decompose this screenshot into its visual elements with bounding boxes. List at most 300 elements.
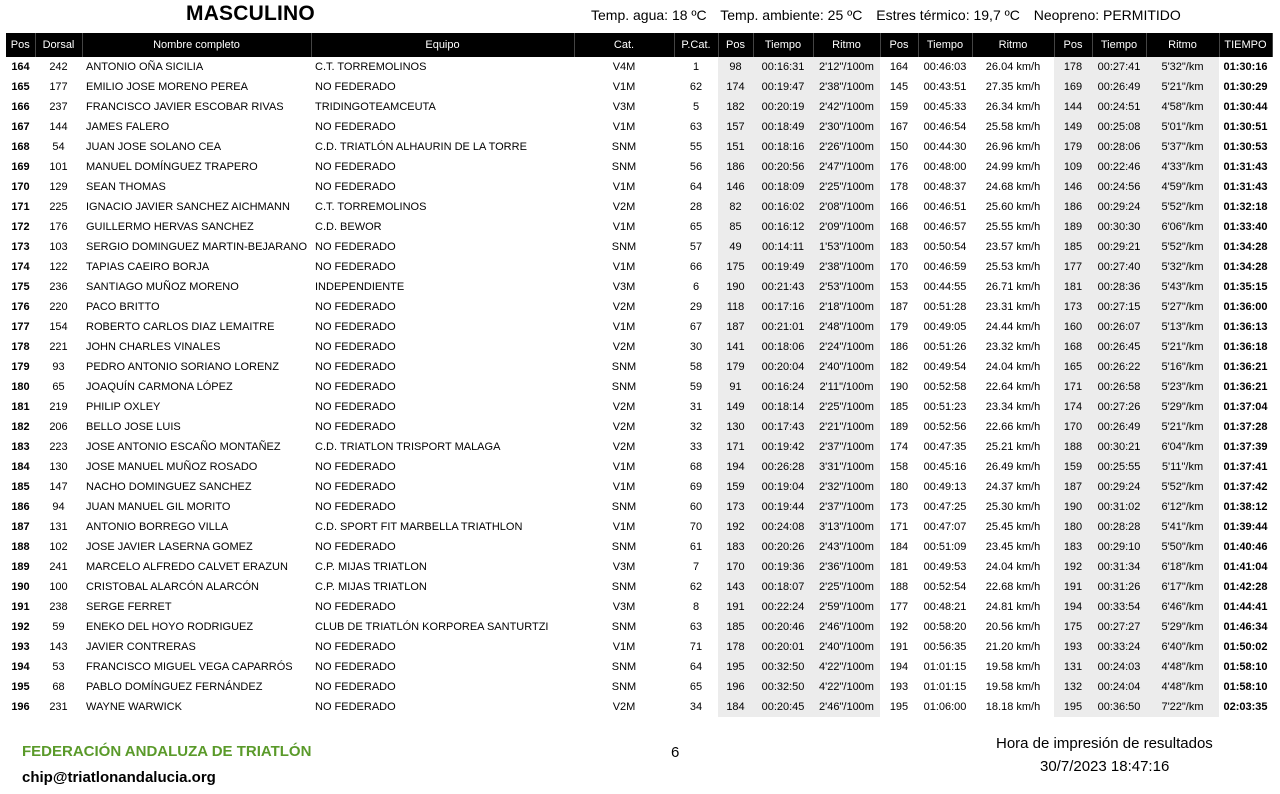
- cell-total-time: 01:30:16: [1223, 61, 1268, 73]
- cell-bike-speed: 24.04 km/h: [985, 561, 1041, 573]
- cell-run-time: 00:26:22: [1092, 357, 1146, 377]
- cell-team: C.T. TORREMOLINOS: [315, 61, 427, 73]
- ambient-temp: Temp. ambiente: 25 ºC: [720, 7, 863, 23]
- print-time-label: Hora de impresión de resultados: [996, 735, 1213, 752]
- cell-bike-speed: 18.18 km/h: [985, 701, 1041, 713]
- cell-run-time: 00:26:07: [1092, 317, 1146, 337]
- cell-bike-time: 00:52:58: [923, 381, 967, 393]
- cell-swim-time: 00:20:19: [753, 97, 813, 117]
- cell-total-time: 01:37:28: [1223, 421, 1268, 433]
- cell-swim-pos: 143: [718, 577, 753, 597]
- cell-name: JUAN MANUEL GIL MORITO: [86, 501, 231, 513]
- cell-bike-time: 00:58:20: [923, 621, 967, 633]
- cell-swim-pace: 2'30"/100m: [813, 117, 880, 137]
- cell-swim-pos: 196: [718, 677, 753, 697]
- cell-swim-pace: 2'36"/100m: [813, 557, 880, 577]
- cell-swim-time: 00:19:44: [753, 497, 813, 517]
- cell-swim-pace: 2'59"/100m: [813, 597, 880, 617]
- cell-pos: 178: [11, 341, 30, 353]
- cell-swim-time: 00:18:07: [753, 577, 813, 597]
- cell-swim-time: 00:20:04: [753, 357, 813, 377]
- cell-run-pace: 5'01"/km: [1146, 117, 1219, 137]
- cell-bike-pos: 190: [889, 381, 909, 393]
- cell-run-pace: 5'41"/km: [1146, 517, 1219, 537]
- cell-category: SNM: [611, 361, 637, 373]
- cell-run-pos: 179: [1054, 137, 1092, 157]
- cell-dorsal: 241: [49, 561, 68, 573]
- cell-swim-time: 00:18:06: [753, 337, 813, 357]
- cell-name: NACHO DOMINGUEZ SANCHEZ: [86, 481, 252, 493]
- cell-category: V2M: [612, 201, 636, 213]
- cell-pos: 172: [11, 221, 30, 233]
- cell-run-pos: 177: [1054, 257, 1092, 277]
- cell-name: WAYNE WARWICK: [86, 701, 182, 713]
- cell-run-time: 00:29:21: [1092, 237, 1146, 257]
- cell-run-pos: 195: [1054, 697, 1092, 717]
- cell-pos: 189: [11, 561, 30, 573]
- cell-swim-time: 00:18:14: [753, 397, 813, 417]
- cell-bike-pos: 181: [889, 561, 909, 573]
- cell-run-pace: 5'23"/km: [1146, 377, 1219, 397]
- cell-bike-pos: 187: [889, 301, 909, 313]
- column-header-category: Cat.: [574, 33, 674, 57]
- cell-total-time: 01:35:15: [1223, 281, 1268, 293]
- cell-total-time: 01:36:00: [1223, 301, 1268, 313]
- cell-run-time: 00:27:26: [1092, 397, 1146, 417]
- cell-category: V1M: [612, 321, 636, 333]
- cell-run-pace: 5'21"/km: [1146, 77, 1219, 97]
- cell-dorsal: 177: [49, 81, 68, 93]
- cell-swim-pos: 195: [718, 657, 753, 677]
- cell-pos: 193: [11, 641, 30, 653]
- cell-total-time: 01:34:28: [1223, 241, 1268, 253]
- cell-run-pos: 178: [1054, 57, 1092, 77]
- contact-email: chip@triatlonandalucia.org: [22, 769, 216, 786]
- cell-cat-position: 1: [692, 61, 700, 73]
- cell-total-time: 01:34:28: [1223, 261, 1268, 273]
- cell-pos: 183: [11, 441, 30, 453]
- cell-pos: 179: [11, 361, 30, 373]
- cell-bike-time: 00:47:35: [923, 441, 967, 453]
- cell-total-time: 01:37:41: [1223, 461, 1268, 473]
- cell-run-time: 00:26:58: [1092, 377, 1146, 397]
- cell-swim-time: 00:19:36: [753, 557, 813, 577]
- cell-run-pos: 174: [1054, 397, 1092, 417]
- cell-run-pace: 5'43"/km: [1146, 277, 1219, 297]
- cell-swim-pace: 2'46"/100m: [813, 697, 880, 717]
- cell-name: ANTONIO BORREGO VILLA: [86, 521, 229, 533]
- cell-run-pos: 181: [1054, 277, 1092, 297]
- cell-swim-pos: 190: [718, 277, 753, 297]
- cell-swim-time: 00:18:49: [753, 117, 813, 137]
- table-row: [6, 657, 1272, 677]
- cell-swim-time: 00:32:50: [753, 657, 813, 677]
- table-row: [6, 697, 1272, 717]
- cell-total-time: 01:30:51: [1223, 121, 1268, 133]
- cell-total-time: 01:30:44: [1223, 101, 1268, 113]
- cell-pos: 184: [11, 461, 30, 473]
- cell-bike-speed: 26.34 km/h: [985, 101, 1041, 113]
- cell-bike-speed: 25.30 km/h: [985, 501, 1041, 513]
- cell-dorsal: 220: [49, 301, 68, 313]
- cell-name: ANTONIO OÑA SICILIA: [86, 61, 204, 73]
- cell-bike-pos: 188: [889, 581, 909, 593]
- column-header-pos: Pos: [6, 33, 35, 57]
- cell-bike-time: 00:46:51: [923, 201, 967, 213]
- cell-run-pace: 6'17"/km: [1146, 577, 1219, 597]
- cell-team: NO FEDERADO: [315, 261, 396, 273]
- cell-swim-pace: 2'32"/100m: [813, 477, 880, 497]
- cell-dorsal: 219: [49, 401, 68, 413]
- cell-category: SNM: [611, 541, 637, 553]
- cell-run-pos: 188: [1054, 437, 1092, 457]
- cell-bike-time: 00:48:00: [923, 161, 967, 173]
- column-header-name: Nombre completo: [82, 33, 311, 57]
- cell-dorsal: 94: [52, 501, 65, 513]
- cell-cat-position: 8: [692, 601, 700, 613]
- cell-name: TAPIAS CAEIRO BORJA: [86, 261, 210, 273]
- cell-swim-pos: 185: [718, 617, 753, 637]
- cell-bike-speed: 21.20 km/h: [985, 641, 1041, 653]
- cell-dorsal: 100: [49, 581, 68, 593]
- cell-swim-pace: 2'21"/100m: [813, 417, 880, 437]
- cell-bike-speed: 24.81 km/h: [985, 601, 1041, 613]
- cell-dorsal: 176: [49, 221, 68, 233]
- cell-total-time: 01:44:41: [1223, 601, 1268, 613]
- cell-bike-speed: 19.58 km/h: [985, 661, 1041, 673]
- cell-bike-speed: 24.99 km/h: [985, 161, 1041, 173]
- thermal-stress: Estres térmico: 19,7 ºC: [876, 7, 1020, 23]
- table-header-row: [6, 33, 1272, 57]
- cell-name: FRANCISCO JAVIER ESCOBAR RIVAS: [86, 101, 284, 113]
- cell-name: JOSE ANTONIO ESCAÑO MONTAÑEZ: [86, 441, 281, 453]
- cell-swim-pace: 2'47"/100m: [813, 157, 880, 177]
- cell-team: NO FEDERADO: [315, 681, 396, 693]
- cell-run-time: 00:27:40: [1092, 257, 1146, 277]
- cell-dorsal: 53: [52, 661, 65, 673]
- cell-swim-time: 00:17:16: [753, 297, 813, 317]
- cell-bike-time: 00:47:07: [923, 521, 967, 533]
- cell-pos: 175: [11, 281, 30, 293]
- cell-total-time: 01:42:28: [1223, 581, 1268, 593]
- cell-swim-pos: 141: [718, 337, 753, 357]
- cell-team: NO FEDERADO: [315, 81, 396, 93]
- cell-swim-pace: 4'22"/100m: [813, 657, 880, 677]
- cell-bike-time: 00:52:56: [923, 421, 967, 433]
- table-row: [6, 557, 1272, 577]
- cell-pos: 182: [11, 421, 30, 433]
- cell-total-time: 01:36:13: [1223, 321, 1268, 333]
- cell-total-time: 01:40:46: [1223, 541, 1268, 553]
- cell-cat-position: 28: [689, 201, 703, 213]
- cell-cat-position: 59: [689, 381, 703, 393]
- cell-swim-time: 00:19:49: [753, 257, 813, 277]
- cell-pos: 196: [11, 701, 30, 713]
- cell-dorsal: 122: [49, 261, 68, 273]
- table-row: [6, 457, 1272, 477]
- cell-dorsal: 154: [49, 321, 68, 333]
- cell-cat-position: 67: [689, 321, 703, 333]
- cell-run-time: 00:27:41: [1092, 57, 1146, 77]
- cell-cat-position: 64: [689, 181, 703, 193]
- cell-swim-time: 00:16:24: [753, 377, 813, 397]
- results-table: [6, 33, 1273, 717]
- cell-swim-pace: 2'37"/100m: [813, 497, 880, 517]
- cell-dorsal: 236: [49, 281, 68, 293]
- cell-run-pos: 169: [1054, 77, 1092, 97]
- cell-cat-position: 7: [692, 561, 700, 573]
- cell-run-pace: 5'27"/km: [1146, 297, 1219, 317]
- cell-team: C.D. TRIATLÓN ALHAURIN DE LA TORRE: [315, 141, 527, 153]
- cell-bike-speed: 23.57 km/h: [985, 241, 1041, 253]
- cell-total-time: 01:37:42: [1223, 481, 1268, 493]
- table-row: [6, 97, 1272, 117]
- cell-bike-speed: 22.66 km/h: [985, 421, 1041, 433]
- column-header-swim-pos: Pos: [718, 33, 753, 57]
- cell-cat-position: 30: [689, 341, 703, 353]
- cell-bike-pos: 150: [889, 141, 909, 153]
- cell-swim-pos: 173: [718, 497, 753, 517]
- table-row: [6, 137, 1272, 157]
- cell-bike-speed: 24.37 km/h: [985, 481, 1041, 493]
- cell-name: SEAN THOMAS: [86, 181, 166, 193]
- cell-swim-pos: 179: [718, 357, 753, 377]
- cell-category: SNM: [611, 141, 637, 153]
- cell-category: V1M: [612, 221, 636, 233]
- cell-swim-pace: 2'25"/100m: [813, 397, 880, 417]
- cell-pos: 190: [11, 581, 30, 593]
- cell-swim-time: 00:20:26: [753, 537, 813, 557]
- cell-swim-pace: 2'42"/100m: [813, 97, 880, 117]
- cell-dorsal: 129: [49, 181, 68, 193]
- cell-category: V3M: [612, 101, 636, 113]
- cell-pos: 176: [11, 301, 30, 313]
- cell-total-time: 01:46:34: [1223, 621, 1268, 633]
- cell-name: PABLO DOMÍNGUEZ FERNÁNDEZ: [86, 681, 263, 693]
- cell-cat-position: 64: [689, 661, 703, 673]
- cell-swim-pace: 2'46"/100m: [813, 617, 880, 637]
- cell-team: NO FEDERADO: [315, 641, 396, 653]
- cell-bike-speed: 25.21 km/h: [985, 441, 1041, 453]
- cell-cat-position: 55: [689, 141, 703, 153]
- cell-team: C.D. SPORT FIT MARBELLA TRIATHLON: [315, 521, 523, 533]
- column-header-dorsal: Dorsal: [35, 33, 82, 57]
- cell-team: INDEPENDIENTE: [315, 281, 405, 293]
- table-row: [6, 437, 1272, 457]
- cell-swim-time: 00:21:01: [753, 317, 813, 337]
- cell-bike-pos: 178: [889, 181, 909, 193]
- cell-name: SANTIAGO MUÑOZ MORENO: [86, 281, 239, 293]
- cell-dorsal: 68: [52, 681, 65, 693]
- cell-bike-pos: 184: [889, 541, 909, 553]
- cell-category: SNM: [611, 501, 637, 513]
- cell-run-pace: 5'32"/km: [1146, 57, 1219, 77]
- column-header-run-pos: Pos: [1054, 33, 1092, 57]
- cell-category: V1M: [612, 521, 636, 533]
- cell-bike-pos: 194: [889, 661, 909, 673]
- cell-run-pace: 6'40"/km: [1146, 637, 1219, 657]
- cell-bike-pos: 173: [889, 501, 909, 513]
- cell-run-pos: 144: [1054, 97, 1092, 117]
- cell-swim-pos: 130: [718, 417, 753, 437]
- cell-run-time: 00:31:02: [1092, 497, 1146, 517]
- cell-pos: 164: [11, 61, 30, 73]
- column-header-bike-pos: Pos: [880, 33, 918, 57]
- cell-bike-time: 00:49:13: [923, 481, 967, 493]
- cell-run-time: 00:33:54: [1092, 597, 1146, 617]
- cell-bike-speed: 26.96 km/h: [985, 141, 1041, 153]
- cell-bike-time: 00:44:55: [923, 281, 967, 293]
- cell-run-time: 00:24:56: [1092, 177, 1146, 197]
- cell-team: NO FEDERADO: [315, 341, 396, 353]
- cell-bike-time: 00:48:21: [923, 601, 967, 613]
- cell-team: NO FEDERADO: [315, 401, 396, 413]
- cell-swim-pace: 2'26"/100m: [813, 137, 880, 157]
- cell-category: SNM: [611, 681, 637, 693]
- cell-run-time: 00:26:49: [1092, 417, 1146, 437]
- cell-category: V2M: [612, 421, 636, 433]
- table-row: [6, 357, 1272, 377]
- cell-swim-time: 00:18:09: [753, 177, 813, 197]
- cell-bike-pos: 176: [889, 161, 909, 173]
- cell-run-time: 00:22:46: [1092, 157, 1146, 177]
- cell-bike-speed: 25.55 km/h: [985, 221, 1041, 233]
- cell-run-pace: 5'21"/km: [1146, 417, 1219, 437]
- cell-team: C.D. BEWOR: [315, 221, 382, 233]
- cell-cat-position: 65: [689, 681, 703, 693]
- cell-run-pace: 4'48"/km: [1146, 677, 1219, 697]
- cell-run-pace: 4'58"/km: [1146, 97, 1219, 117]
- cell-bike-pos: 166: [889, 201, 909, 213]
- cell-category: SNM: [611, 241, 637, 253]
- cell-bike-time: 00:45:33: [923, 101, 967, 113]
- cell-run-pace: 5'29"/km: [1146, 397, 1219, 417]
- cell-bike-speed: 23.31 km/h: [985, 301, 1041, 313]
- cell-run-time: 00:27:15: [1092, 297, 1146, 317]
- cell-swim-time: 00:19:47: [753, 77, 813, 97]
- cell-dorsal: 238: [49, 601, 68, 613]
- cell-dorsal: 206: [49, 421, 68, 433]
- cell-swim-pace: 2'09"/100m: [813, 217, 880, 237]
- cell-bike-time: 00:51:09: [923, 541, 967, 553]
- cell-total-time: 01:32:18: [1223, 201, 1268, 213]
- cell-run-pace: 5'52"/km: [1146, 237, 1219, 257]
- cell-name: IGNACIO JAVIER SANCHEZ AICHMANN: [86, 201, 290, 213]
- cell-bike-pos: 159: [889, 101, 909, 113]
- table-row: [6, 257, 1272, 277]
- cell-run-pos: 159: [1054, 457, 1092, 477]
- cell-cat-position: 58: [689, 361, 703, 373]
- cell-swim-pace: 2'25"/100m: [813, 177, 880, 197]
- cell-dorsal: 102: [49, 541, 68, 553]
- cell-run-pace: 7'22"/km: [1146, 697, 1219, 717]
- cell-swim-pos: 184: [718, 697, 753, 717]
- cell-swim-pos: 186: [718, 157, 753, 177]
- cell-total-time: 01:58:10: [1223, 681, 1268, 693]
- column-header-team: Equipo: [311, 33, 574, 57]
- table-row: [6, 597, 1272, 617]
- table-row: [6, 277, 1272, 297]
- cell-total-time: 01:38:12: [1223, 501, 1268, 513]
- cell-cat-position: 6: [692, 281, 700, 293]
- column-header-bike-speed: Ritmo: [972, 33, 1054, 57]
- cell-total-time: 01:37:39: [1223, 441, 1268, 453]
- cell-dorsal: 131: [49, 521, 68, 533]
- cell-swim-pace: 2'53"/100m: [813, 277, 880, 297]
- cell-team: NO FEDERADO: [315, 161, 396, 173]
- page-number: 6: [671, 744, 680, 761]
- cell-category: V1M: [612, 261, 636, 273]
- cell-dorsal: 231: [49, 701, 68, 713]
- cell-run-time: 00:30:21: [1092, 437, 1146, 457]
- cell-run-time: 00:27:27: [1092, 617, 1146, 637]
- cell-name: JOHN CHARLES VINALES: [86, 341, 221, 353]
- cell-run-pos: 192: [1054, 557, 1092, 577]
- cell-team: NO FEDERADO: [315, 541, 396, 553]
- cell-swim-pos: 82: [718, 197, 753, 217]
- cell-team: NO FEDERADO: [315, 381, 396, 393]
- cell-team: NO FEDERADO: [315, 601, 396, 613]
- cell-run-time: 00:24:04: [1092, 677, 1146, 697]
- cell-category: V2M: [612, 341, 636, 353]
- table-row: [6, 677, 1272, 697]
- cell-run-pace: 6'06"/km: [1146, 217, 1219, 237]
- cell-team: TRIDINGOTEAMCEUTA: [315, 101, 436, 113]
- cell-cat-position: 57: [689, 241, 703, 253]
- cell-bike-speed: 27.35 km/h: [985, 81, 1041, 93]
- cell-name: ROBERTO CARLOS DIAZ LEMAITRE: [86, 321, 275, 333]
- cell-run-pace: 5'37"/km: [1146, 137, 1219, 157]
- cell-run-time: 00:25:08: [1092, 117, 1146, 137]
- cell-pos: 177: [11, 321, 30, 333]
- cell-swim-pace: 2'25"/100m: [813, 577, 880, 597]
- cell-total-time: 01:33:40: [1223, 221, 1268, 233]
- cell-dorsal: 221: [49, 341, 68, 353]
- cell-name: JOSE JAVIER LASERNA GOMEZ: [86, 541, 253, 553]
- cell-run-pos: 189: [1054, 217, 1092, 237]
- cell-run-pace: 4'48"/km: [1146, 657, 1219, 677]
- cell-pos: 191: [11, 601, 30, 613]
- cell-name: JUAN JOSE SOLANO CEA: [86, 141, 222, 153]
- cell-team: NO FEDERADO: [315, 461, 396, 473]
- cell-category: V2M: [612, 441, 636, 453]
- cell-swim-pace: 2'37"/100m: [813, 437, 880, 457]
- cell-category: V3M: [612, 281, 636, 293]
- cell-bike-pos: 180: [889, 481, 909, 493]
- cell-swim-pace: 2'43"/100m: [813, 537, 880, 557]
- wetsuit-status: Neopreno: PERMITIDO: [1033, 7, 1181, 23]
- cell-pos: 174: [11, 261, 30, 273]
- cell-run-time: 00:28:36: [1092, 277, 1146, 297]
- water-temp: Temp. agua: 18 ºC: [591, 7, 707, 23]
- cell-category: V1M: [612, 481, 636, 493]
- cell-swim-pos: 85: [718, 217, 753, 237]
- cell-dorsal: 103: [49, 241, 68, 253]
- cell-run-time: 00:30:30: [1092, 217, 1146, 237]
- table-row: [6, 337, 1272, 357]
- cell-bike-pos: 189: [889, 421, 909, 433]
- cell-name: MANUEL DOMÍNGUEZ TRAPERO: [86, 161, 258, 173]
- column-header-swim-pace: Ritmo: [813, 33, 880, 57]
- cell-run-pace: 5'13"/km: [1146, 317, 1219, 337]
- column-header-bike-time: Tiempo: [918, 33, 972, 57]
- cell-bike-time: 00:51:26: [923, 341, 967, 353]
- cell-dorsal: 101: [49, 161, 68, 173]
- cell-run-pos: 185: [1054, 237, 1092, 257]
- cell-total-time: 01:36:21: [1223, 381, 1268, 393]
- cell-name: PEDRO ANTONIO SORIANO LORENZ: [86, 361, 279, 373]
- cell-name: JAMES FALERO: [86, 121, 170, 133]
